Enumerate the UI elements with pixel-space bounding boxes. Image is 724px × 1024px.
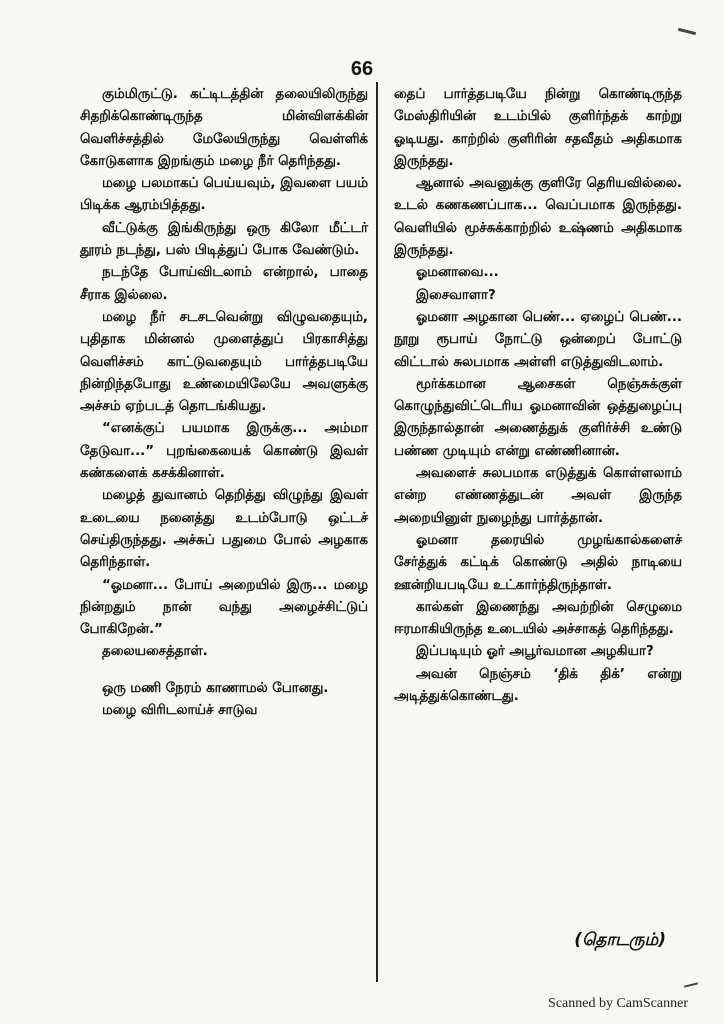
paragraph: நடந்தே போய்விடலாம் என்றால், பாதை சீராக இல்லை.	[80, 265, 368, 303]
scan-corner-mark	[678, 28, 696, 35]
paragraph: ஓமனா அழகான பெண்... ஏழைப் பெண்... நூறு ரூபாய் நோட்டு ஒன்றைப் போட்டு விட்டால் சுலபமாக அள்ளி எடுத்துவிடலாம்.	[394, 309, 682, 370]
paragraph: மழைத் துவானம் தெறித்து விழுந்து இவள் உடையை நனைத்து உடம்போடு ஒட்டச் செய்திருந்தது. அச்சுப் பதுமை போல் அழகாக தெரிந்தாள்.	[80, 488, 368, 571]
paragraph: தைப் பார்த்தபடியே நின்று கொண்டிருந்த மேஸ்திரியின் உடம்பில் குளிர்ந்தக் காற்று ஓடியது. காற்றில் குளிரின் சதவீதம் அதிகமாக இருந்தது.	[394, 87, 682, 169]
paragraph: ஓமனாவை...	[416, 265, 499, 281]
paragraph: மழை விரிடலாய்ச் சாடுவ	[102, 703, 258, 719]
paragraph: ஒரு மணி நேரம் காணாமல் போனது.	[102, 680, 329, 696]
paragraph: “ஓமனா... போய் அறையில் இரு... மழை நின்றதும் நான் வந்து அழைச்சிட்டுப் போகிறேன்.”	[80, 577, 368, 638]
scan-corner-mark	[684, 982, 698, 987]
paragraph: ஓமனா தரையில் முழங்கால்களைச் சேர்த்துக் கட்டிக் கொண்டு அதில் நாடியை ஊன்றியபடியே உட்கார்ந்திருந்தாள்.	[394, 532, 682, 593]
paragraph: இசைவாளா?	[416, 287, 496, 303]
paragraph: கால்கள் இணைந்து அவற்றின் செழுமை ஈரமாகியிருந்த உடையில் அச்சாகத் தெரிந்தது.	[394, 599, 682, 638]
paragraph: மழை பலமாகப் பெய்யவும், இவளை பயம் பிடிக்க ஆரம்பித்தது.	[80, 176, 368, 214]
paragraph: வீட்டுக்கு இங்கிருந்து ஒரு கிலோ மீட்டர் தூரம் நடந்து, பஸ் பிடித்துப் போக வேண்டும்.	[80, 220, 368, 259]
right-column	[394, 84, 682, 708]
left-column	[80, 84, 368, 722]
column-divider	[376, 82, 378, 982]
paragraph: ஆனால் அவனுக்கு குளிரே தெரியவில்லை. உடல் கணகணப்பாக... வெப்பமாக இருந்தது. வெளியில் மூச்சுக்காற்றில் உஷ்ணம் அதிகமாக இருந்தது.	[394, 176, 682, 259]
continued-label: (தொடரும்)	[574, 930, 666, 950]
paragraph: அவளைச் சுலபமாக எடுத்துக் கொள்ளலாம் என்ற எண்ணத்துடன் அவள் இருந்த அறையினுள் நுழைந்து பார்த்தான்.	[394, 466, 682, 526]
paragraph: தலையசைத்தாள்.	[102, 644, 208, 660]
paragraph: “எனக்குப் பயமாக இருக்கு... அம்மா தேடுவா...” புறங்கையைக் கொண்டு இவள் கண்களைக் கசக்கினாள்.	[80, 421, 368, 482]
scanner-watermark: Scanned by CamScanner	[548, 996, 688, 1011]
paragraph: மழை நீர் சடசடவென்று விழுவதையும், புதிதாக மின்னல் முளைத்துப் பிரகாசித்து வெளிச்சம் காட்டுவதையும் பார்த்தபடியே நின்றிந்தபோது உண்மையிலேயே அவளுக்கு அச்சம் ஏற்படத் தொடங்கியது.	[80, 309, 368, 415]
paragraph: கும்மிருட்டு. கட்டிடத்தின் தலையிலிருந்து சிதறிக்கொண்டிருந்த மின்விளக்கின் வெளிச்சத்தில் மேலேயிருந்து வெள்ளிக் கோடுகளாக இறங்கும் மழை நீர் தெரிந்தது.	[80, 87, 368, 169]
paragraph: அவன் நெஞ்சம் ‘திக் திக்’ என்று அடித்துக்கொண்டது.	[394, 666, 682, 705]
paragraph: இப்படியும் ஓர் அபூர்வமான அழகியா?	[416, 644, 654, 660]
paragraph: மூர்க்கமான ஆசைகள் நெஞ்சுக்குள் கொழுந்துவிட்டெரிய ஓமனாவின் ஒத்துழைப்பு இருந்தால்தான் அணைத்துக் குளிர்ச்சி உண்டு பண்ண முடியும் என்று எண்ணினான்.	[394, 376, 682, 459]
page-number: 66	[350, 58, 374, 80]
